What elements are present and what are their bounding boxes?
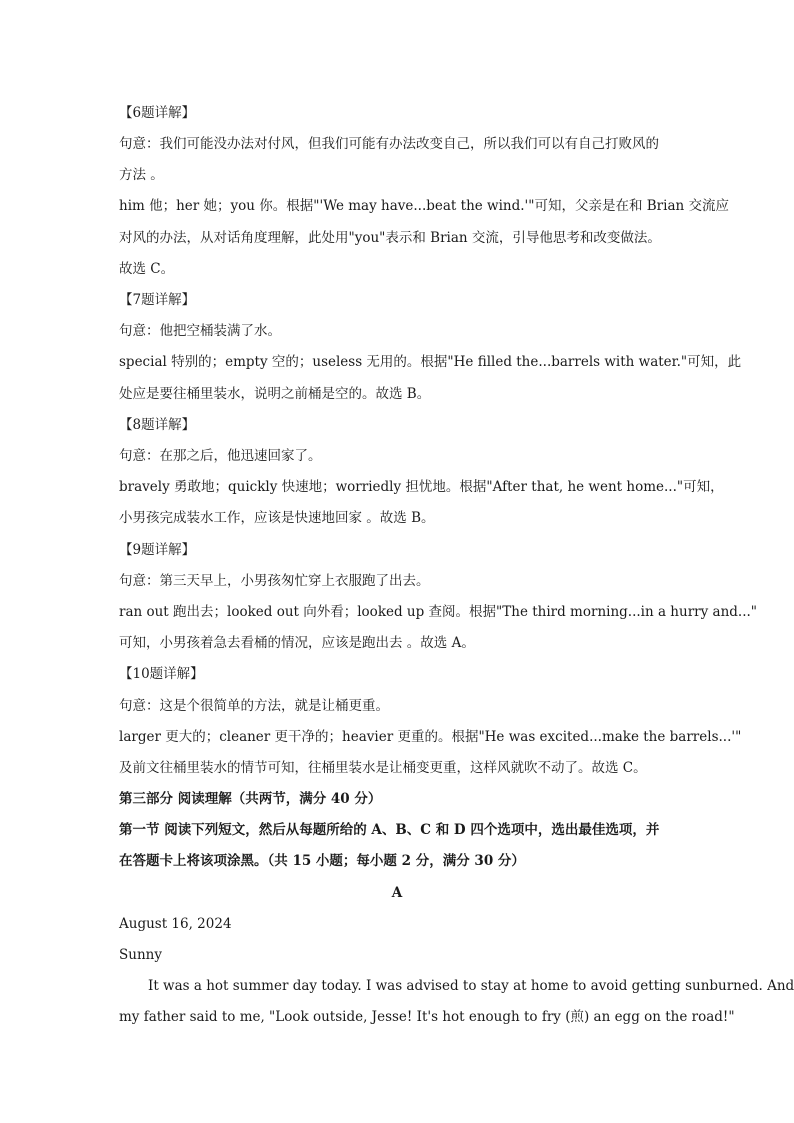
q7-line-2: special 特别的；empty 空的；useless 无用的。根据"He filled the...barrels with water."可知，此 [119,354,742,370]
q10-line-1: 句意：这是个很简单的方法，就是让桶更重。 [119,698,389,714]
q9-line-2: ran out 跑出去；looked out 向外看；looked up 查阅。根据"The third morning...in a hurry and..." [119,604,757,620]
q8-header: 【8题详解】 [119,417,196,433]
q9-header: 【9题详解】 [119,542,196,558]
q6-line-2: 方法 。 [119,167,164,183]
passage-line-1: It was a hot summer day today. I was advised to stay at home to avoid getting sunburned. And [148,978,794,994]
passage-line-2: my father said to me, "Look outside, Jesse! It's hot enough to fry (煎) an egg on the road!" [119,1009,735,1025]
passage-date: August 16, 2024 [119,916,232,932]
passage-label: A [391,885,403,901]
q7-line-3: 处应是要往桶里装水，说明之前桶是空的。故选 B。 [119,386,431,402]
part3-title: 第三部分 阅读理解（共两节，满分 40 分） [119,791,382,807]
part3-section1-line-1: 第一节 阅读下列短文，然后从每题所给的 A、B、C 和 D 四个选项中，选出最佳选项，并 [119,822,660,838]
q10-line-3: 及前文往桶里装水的情节可知，往桶里装水是让桶变更重，这样风就吹不动了。故选 C。 [119,760,647,776]
q10-header: 【10题详解】 [119,666,204,682]
q8-line-3: 小男孩完成装水工作，应该是快速地回家 。故选 B。 [119,510,435,526]
q7-header: 【7题详解】 [119,292,196,308]
passage-weather: Sunny [119,947,162,963]
q6-line-1: 句意：我们可能没办法对付风，但我们可能有办法改变自己，所以我们可以有自己打败风的 [119,136,659,152]
q7-line-1: 句意：他把空桶装满了水。 [119,323,281,339]
q6-header: 【6题详解】 [119,105,196,121]
q10-line-2: larger 更大的；cleaner 更干净的；heavier 更重的。根据"He was excited...make the barrels...'" [119,729,742,745]
part3-section1-line-2: 在答题卡上将该项涂黑。（共 15 小题；每小题 2 分，满分 30 分） [119,853,525,869]
q8-line-2: bravely 勇敢地；quickly 快速地；worriedly 担忧地。根据"After that, he went home..."可知， [119,479,724,495]
q6-line-5: 故选 C。 [119,261,175,277]
q9-line-3: 可知，小男孩着急去看桶的情况，应该是跑出去 。故选 A。 [119,635,475,651]
q8-line-1: 句意：在那之后，他迅速回家了。 [119,448,322,464]
q6-line-4: 对风的办法，从对话角度理解，此处用"you"表示和 Brian 交流，引导他思考和改变做法。 [119,230,661,246]
q9-line-1: 句意：第三天早上，小男孩匆忙穿上衣服跑了出去。 [119,573,430,589]
q6-line-3: him 他；her 她；you 你。根据"'We may have...beat the wind.'"可知，父亲是在和 Brian 交流应 [119,198,729,214]
